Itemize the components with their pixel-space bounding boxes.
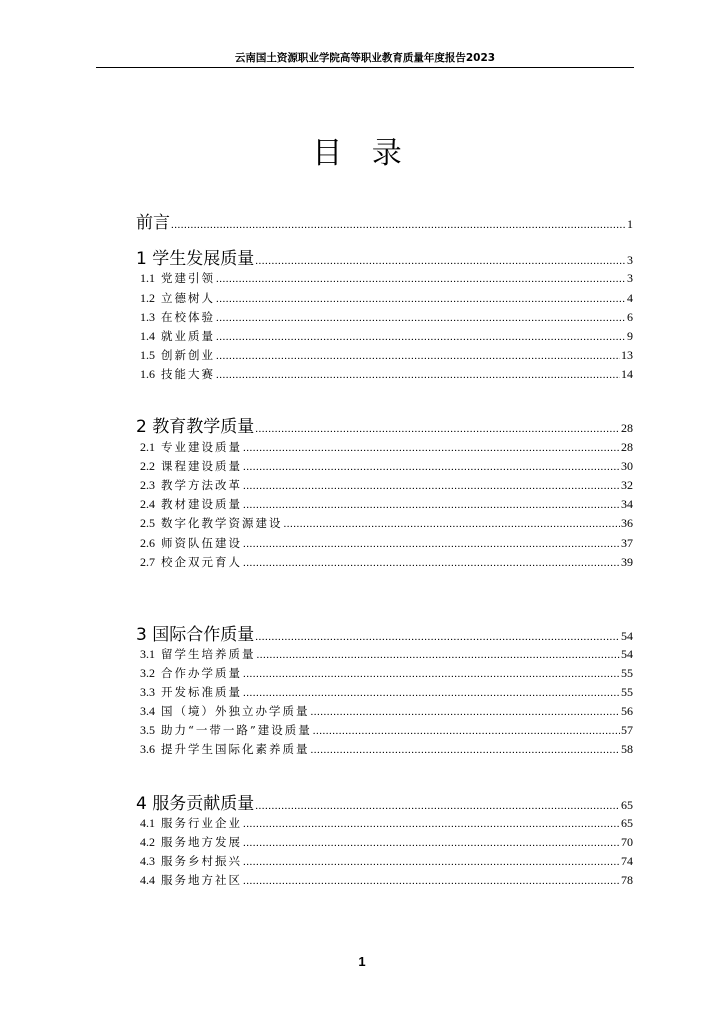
toc-label: 前言 xyxy=(136,213,170,233)
section-number: 1.2 xyxy=(140,291,155,305)
toc-page: 6 xyxy=(627,310,633,324)
section-title: 校企双元育人 xyxy=(161,555,242,569)
toc-leader xyxy=(243,818,620,830)
toc-leader xyxy=(243,837,620,849)
toc-page: 28 xyxy=(621,440,633,454)
toc-leader xyxy=(255,631,620,643)
toc-leader xyxy=(216,350,620,362)
section-number: 3.1 xyxy=(140,647,155,661)
section-number: 1.4 xyxy=(140,329,155,343)
toc-page: 65 xyxy=(621,798,633,812)
section-title: 服务行业企业 xyxy=(161,816,242,830)
toc-leader xyxy=(255,423,620,435)
toc-label: 4 服务贡献质量 xyxy=(136,794,255,814)
toc-section-4-2[interactable] xyxy=(140,834,633,850)
section-number: 4.1 xyxy=(140,816,155,830)
toc-section-2-7[interactable] xyxy=(140,554,633,570)
toc-section-4-3[interactable] xyxy=(140,853,633,869)
toc-section-1-3[interactable] xyxy=(140,309,633,325)
toc-section-3-6[interactable] xyxy=(140,741,633,757)
toc-section-3-3[interactable] xyxy=(140,684,633,700)
section-title: 提升学生国际化素养质量 xyxy=(161,742,310,756)
toc-page: 32 xyxy=(621,478,633,492)
section-number: 4.3 xyxy=(140,854,155,868)
section-title: 专业建设质量 xyxy=(161,440,242,454)
toc-page: 57 xyxy=(621,723,633,737)
toc-page: 70 xyxy=(621,835,633,849)
toc-section-2-4[interactable] xyxy=(140,496,633,512)
toc-section-2-2[interactable] xyxy=(140,458,633,474)
toc-leader xyxy=(243,480,620,492)
toc-section-1-4[interactable] xyxy=(140,328,633,344)
toc-section-4-4[interactable] xyxy=(140,872,633,888)
toc-page: 37 xyxy=(621,536,633,550)
running-header: 云南国土资源职业学院高等职业教育质量年度报告2023 xyxy=(234,52,496,64)
section-title: 开发标准质量 xyxy=(161,685,242,699)
toc-page: 13 xyxy=(621,348,633,362)
section-number: 3.3 xyxy=(140,685,155,699)
section-title: 服务地方发展 xyxy=(161,835,242,849)
toc-page: 1 xyxy=(627,217,633,231)
toc-leader xyxy=(243,499,620,511)
toc-leader xyxy=(243,856,620,868)
toc-leader xyxy=(284,518,621,530)
toc-page: 56 xyxy=(621,704,633,718)
toc-section-3-4[interactable] xyxy=(140,703,633,719)
toc-page: 58 xyxy=(621,742,633,756)
section-title: 教材建设质量 xyxy=(161,497,242,511)
toc-leader xyxy=(313,725,620,737)
toc-leader xyxy=(216,369,620,381)
toc-page: 55 xyxy=(621,685,633,699)
section-title: 合作办学质量 xyxy=(161,666,242,680)
section-number: 2.3 xyxy=(140,478,155,492)
toc-leader xyxy=(243,875,620,887)
toc-leader xyxy=(243,687,620,699)
toc-leader xyxy=(171,219,626,231)
section-number: 1.5 xyxy=(140,348,155,362)
toc-page: 54 xyxy=(621,629,633,643)
section-number: 4.4 xyxy=(140,873,155,887)
toc-section-2-5[interactable] xyxy=(140,515,633,531)
section-title: 教学方法改革 xyxy=(161,478,242,492)
toc-leader xyxy=(216,331,626,343)
section-title: 课程建设质量 xyxy=(161,459,242,473)
toc-page: 55 xyxy=(621,666,633,680)
section-number: 4.2 xyxy=(140,835,155,849)
toc-leader xyxy=(216,293,626,305)
toc-section-2-6[interactable] xyxy=(140,535,633,551)
section-number: 1.1 xyxy=(140,271,155,285)
toc-chapter-2[interactable] xyxy=(136,412,633,437)
toc-section-1-2[interactable] xyxy=(140,290,633,306)
toc-section-3-1[interactable] xyxy=(140,646,633,662)
toc-leader xyxy=(216,273,626,285)
toc-leader xyxy=(243,557,620,569)
toc-page: 36 xyxy=(621,516,633,530)
toc-section-1-5[interactable] xyxy=(140,347,633,363)
section-title: 技能大赛 xyxy=(161,367,215,381)
toc-chapter-4[interactable] xyxy=(136,789,633,814)
toc-page: 14 xyxy=(621,367,633,381)
toc-leader xyxy=(255,255,626,267)
toc-leader xyxy=(243,538,620,550)
section-title: 留学生培养质量 xyxy=(161,647,256,661)
section-title: 党建引领 xyxy=(161,271,215,285)
toc-page: 78 xyxy=(621,873,633,887)
toc-preface[interactable] xyxy=(136,208,633,233)
toc-chapter-1[interactable] xyxy=(136,244,633,269)
toc-section-3-2[interactable] xyxy=(140,665,633,681)
toc-leader xyxy=(243,668,620,680)
toc-label: 3 国际合作质量 xyxy=(136,625,255,645)
section-title: 立德树人 xyxy=(161,291,215,305)
toc-section-2-3[interactable] xyxy=(140,477,633,493)
header-rule xyxy=(96,67,634,68)
section-number: 3.6 xyxy=(140,742,155,756)
section-number: 3.5 xyxy=(140,723,155,737)
toc-section-1-6[interactable] xyxy=(140,366,633,382)
toc-page: 28 xyxy=(621,421,633,435)
section-number: 2.6 xyxy=(140,536,155,550)
toc-label: 2 教育教学质量 xyxy=(136,417,255,437)
toc-label: 1 学生发展质量 xyxy=(136,249,255,269)
section-number: 3.2 xyxy=(140,666,155,680)
section-number: 2.7 xyxy=(140,555,155,569)
toc-page: 65 xyxy=(621,816,633,830)
toc-page: 3 xyxy=(627,271,633,285)
toc-page: 3 xyxy=(627,253,633,267)
toc-section-4-1[interactable] xyxy=(140,815,633,831)
toc-leader xyxy=(255,800,620,812)
section-number: 2.4 xyxy=(140,497,155,511)
section-number: 1.6 xyxy=(140,367,155,381)
section-number: 1.3 xyxy=(140,310,155,324)
toc-section-2-1[interactable] xyxy=(140,439,633,455)
toc-leader xyxy=(216,312,626,324)
section-title: 服务乡村振兴 xyxy=(161,854,242,868)
toc-leader xyxy=(311,744,621,756)
toc-leader xyxy=(243,461,620,473)
toc-page: 74 xyxy=(621,854,633,868)
section-title: 创新创业 xyxy=(161,348,215,362)
toc-page: 54 xyxy=(621,647,633,661)
section-number: 2.2 xyxy=(140,459,155,473)
toc-page: 39 xyxy=(621,555,633,569)
toc-leader xyxy=(243,442,620,454)
toc-page: 34 xyxy=(621,497,633,511)
section-number: 3.4 xyxy=(140,704,155,718)
section-title: 在校体验 xyxy=(161,310,215,324)
section-title: 数字化教学资源建设 xyxy=(161,516,283,530)
toc-leader xyxy=(311,706,621,718)
section-title: 助力“一带一路”建设质量 xyxy=(161,723,312,737)
toc-chapter-3[interactable] xyxy=(136,620,633,645)
toc-title: 目 录 xyxy=(312,136,412,171)
section-number: 2.1 xyxy=(140,440,155,454)
toc-section-3-5[interactable] xyxy=(140,722,633,738)
toc-page: 4 xyxy=(627,291,633,305)
section-title: 服务地方社区 xyxy=(161,873,242,887)
section-title: 就业质量 xyxy=(161,329,215,343)
section-title: 国（境）外独立办学质量 xyxy=(161,704,310,718)
section-title: 师资队伍建设 xyxy=(161,536,242,550)
toc-leader xyxy=(257,649,621,661)
toc-section-1-1[interactable] xyxy=(140,270,633,286)
toc-page: 30 xyxy=(621,459,633,473)
page-number: 1 xyxy=(358,954,366,969)
section-number: 2.5 xyxy=(140,516,155,530)
toc-page: 9 xyxy=(627,329,633,343)
